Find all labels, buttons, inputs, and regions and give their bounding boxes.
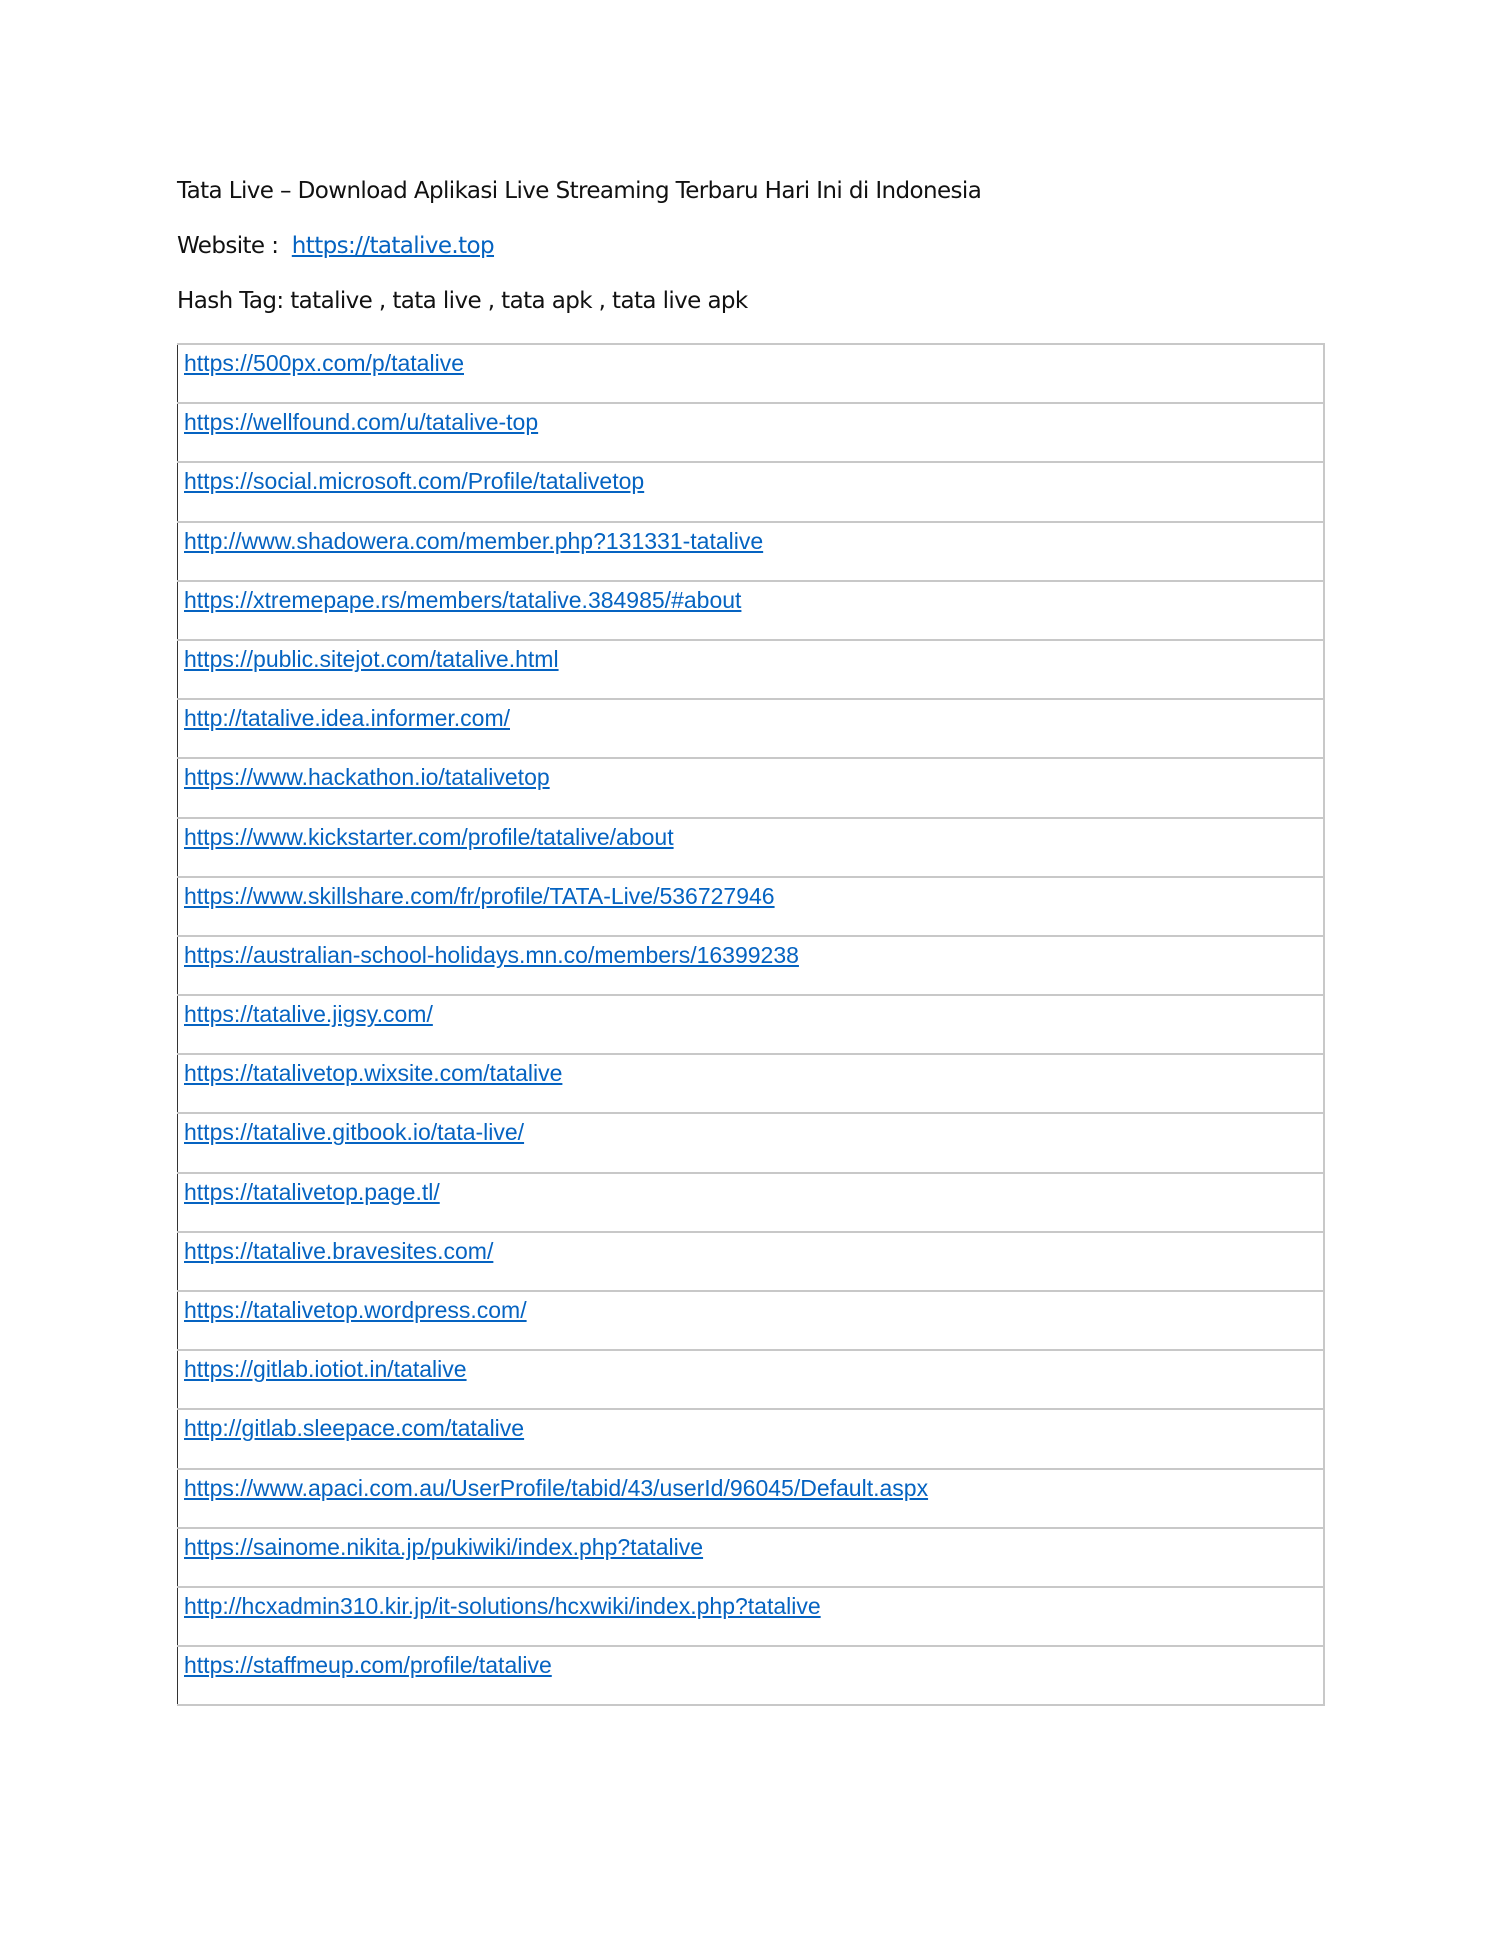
profile-link[interactable]: https://www.hackathon.io/tatalivetop (184, 764, 550, 791)
link-cell (178, 1409, 1325, 1468)
table-row (178, 1350, 1325, 1409)
link-cell (178, 1113, 1325, 1172)
profile-link[interactable]: https://tatalive.gitbook.io/tata-live/ (184, 1119, 525, 1146)
profile-link[interactable]: http://hcxadmin310.kir.jp/it-solutions/hcxwiki/index.php?tatalive (184, 1592, 821, 1619)
table-row (178, 758, 1325, 817)
profile-link[interactable]: https://sainome.nikita.jp/pukiwiki/index.php?tatalive (184, 1533, 704, 1560)
document-title: Tata Live – Download Aplikasi Live Streaming Terbaru Hari Ini di Indonesia (177, 178, 982, 204)
website-line (177, 233, 494, 259)
table-row (178, 818, 1325, 877)
table-row (178, 699, 1325, 758)
link-cell (178, 699, 1325, 758)
table-row (178, 1469, 1325, 1528)
profile-link[interactable]: https://tatalivetop.page.tl/ (184, 1178, 440, 1205)
link-cell (178, 877, 1325, 936)
table-row (178, 344, 1325, 403)
table-row (178, 1291, 1325, 1350)
link-cell (178, 1646, 1325, 1705)
link-cell (178, 1350, 1325, 1409)
profile-link[interactable]: https://tatalivetop.wixsite.com/tatalive (184, 1060, 563, 1087)
profile-link[interactable]: https://www.kickstarter.com/profile/tatalive/about (184, 823, 674, 850)
link-cell (178, 403, 1325, 462)
table-row (178, 995, 1325, 1054)
link-cell (178, 818, 1325, 877)
link-cell (178, 758, 1325, 817)
website-link[interactable]: https://tatalive.top (291, 233, 495, 259)
table-row (178, 403, 1325, 462)
profile-link[interactable]: https://wellfound.com/u/tatalive-top (184, 409, 539, 436)
link-cell (178, 522, 1325, 581)
profile-link[interactable]: https://xtremepape.rs/members/tatalive.384985/#about (184, 586, 742, 613)
table-row (178, 936, 1325, 995)
table-row (178, 581, 1325, 640)
website-label: Website : (177, 233, 279, 259)
link-cell (178, 995, 1325, 1054)
profile-link[interactable]: https://public.sitejot.com/tatalive.html (184, 645, 559, 672)
links-table (177, 343, 1325, 1706)
profile-link[interactable]: https://tatalive.jigsy.com/ (184, 1001, 433, 1028)
hashtag-line: Hash Tag: tatalive , tata live , tata apk , tata live apk (177, 288, 748, 314)
link-cell (178, 1291, 1325, 1350)
profile-link[interactable]: https://www.apaci.com.au/UserProfile/tabid/43/userId/96045/Default.aspx (184, 1474, 929, 1501)
profile-link[interactable]: https://www.skillshare.com/fr/profile/TATA-Live/536727946 (184, 882, 775, 909)
table-row (178, 1587, 1325, 1646)
link-cell (178, 581, 1325, 640)
profile-link[interactable]: http://www.shadowera.com/member.php?131331-tatalive (184, 527, 764, 554)
table-row (178, 1173, 1325, 1232)
table-row (178, 1409, 1325, 1468)
link-cell (178, 1469, 1325, 1528)
table-row (178, 1528, 1325, 1587)
link-cell (178, 1587, 1325, 1646)
profile-link[interactable]: http://tatalive.idea.informer.com/ (184, 705, 510, 732)
link-cell (178, 640, 1325, 699)
table-row (178, 1646, 1325, 1705)
link-cell (178, 1054, 1325, 1113)
profile-link[interactable]: https://staffmeup.com/profile/tatalive (184, 1652, 552, 1679)
link-cell (178, 1528, 1325, 1587)
table-row (178, 640, 1325, 699)
table-row (178, 1054, 1325, 1113)
link-cell (178, 344, 1325, 403)
link-cell (178, 936, 1325, 995)
profile-link[interactable]: https://500px.com/p/tatalive (184, 350, 464, 376)
profile-link[interactable]: https://tatalive.bravesites.com/ (184, 1237, 494, 1264)
profile-link[interactable]: http://gitlab.sleepace.com/tatalive (184, 1415, 525, 1442)
profile-link[interactable]: https://gitlab.iotiot.in/tatalive (184, 1356, 467, 1383)
table-row (178, 522, 1325, 581)
table-row (178, 462, 1325, 521)
link-cell (178, 1232, 1325, 1291)
link-cell (178, 1173, 1325, 1232)
profile-link[interactable]: https://australian-school-holidays.mn.co/members/16399238 (184, 941, 799, 968)
table-row (178, 877, 1325, 936)
link-cell (178, 462, 1325, 521)
profile-link[interactable]: https://tatalivetop.wordpress.com/ (184, 1297, 527, 1323)
profile-link[interactable]: https://social.microsoft.com/Profile/tatalivetop (184, 468, 645, 495)
table-row (178, 1113, 1325, 1172)
table-row (178, 1232, 1325, 1291)
